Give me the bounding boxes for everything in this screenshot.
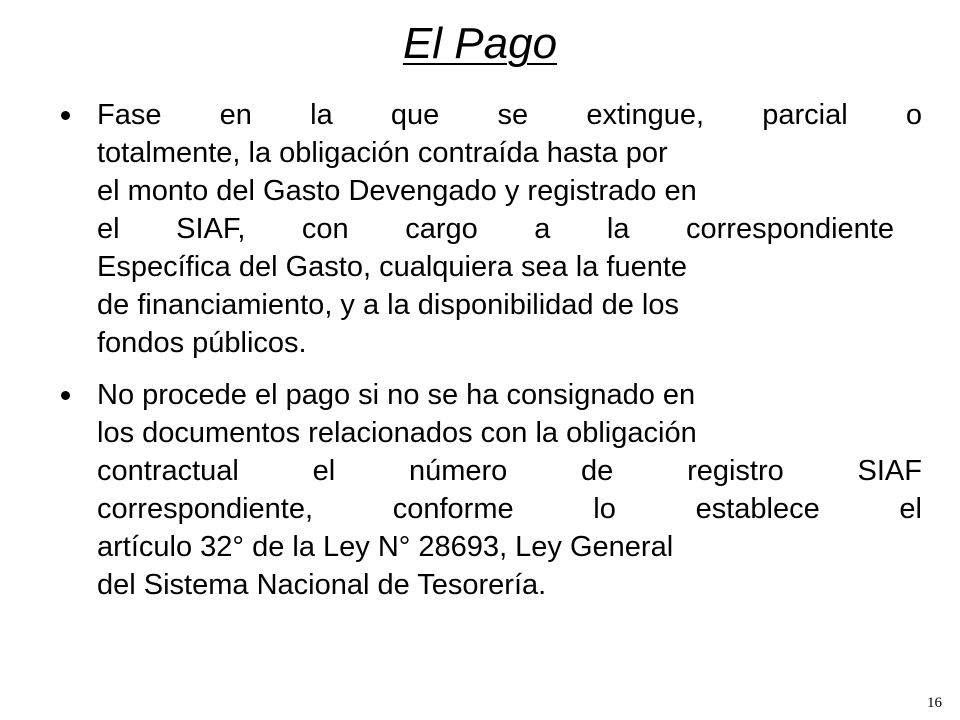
bullet-1-line-1: Fase en la que se extingue, parcial o bbox=[97, 99, 922, 131]
bullet-2-line-3: contractual el número de registro SIAF bbox=[97, 455, 922, 487]
slide-title: El Pago bbox=[402, 19, 558, 68]
bullet-2-line-5: artículo 32° de la Ley N° 28693, Ley General bbox=[97, 531, 674, 563]
bullet-1-line-5: Específica del Gasto, cualquiera sea la fuente bbox=[97, 251, 688, 283]
bullet-1-line-7: fondos públicos. bbox=[97, 327, 307, 359]
bullet-1-line-4: el SIAF, con cargo a la correspondiente bbox=[97, 213, 894, 245]
bullet-2-line-1: No procede el pago si no se ha consignado en bbox=[97, 379, 696, 411]
bullet-2-line-2: los documentos relacionados con la obligación bbox=[97, 417, 697, 449]
bullet-dot-icon bbox=[61, 391, 70, 400]
bullet-dot-icon bbox=[61, 111, 70, 120]
bullet-item-2 bbox=[0, 376, 960, 604]
page-number: 16 bbox=[927, 695, 942, 711]
bullet-1-line-2: totalmente, la obligación contraída hasta por bbox=[97, 137, 668, 169]
bullet-item-1 bbox=[0, 96, 960, 362]
bullet-2-line-4: correspondiente, conforme lo establece el bbox=[97, 493, 922, 525]
bullet-list bbox=[0, 96, 960, 604]
bullet-1-line-3: el monto del Gasto Devengado y registrado en bbox=[97, 175, 697, 207]
bullet-2-line-6: del Sistema Nacional de Tesorería. bbox=[97, 569, 547, 601]
bullet-1-line-6: de financiamiento, y a la disponibilidad de los bbox=[97, 289, 679, 321]
